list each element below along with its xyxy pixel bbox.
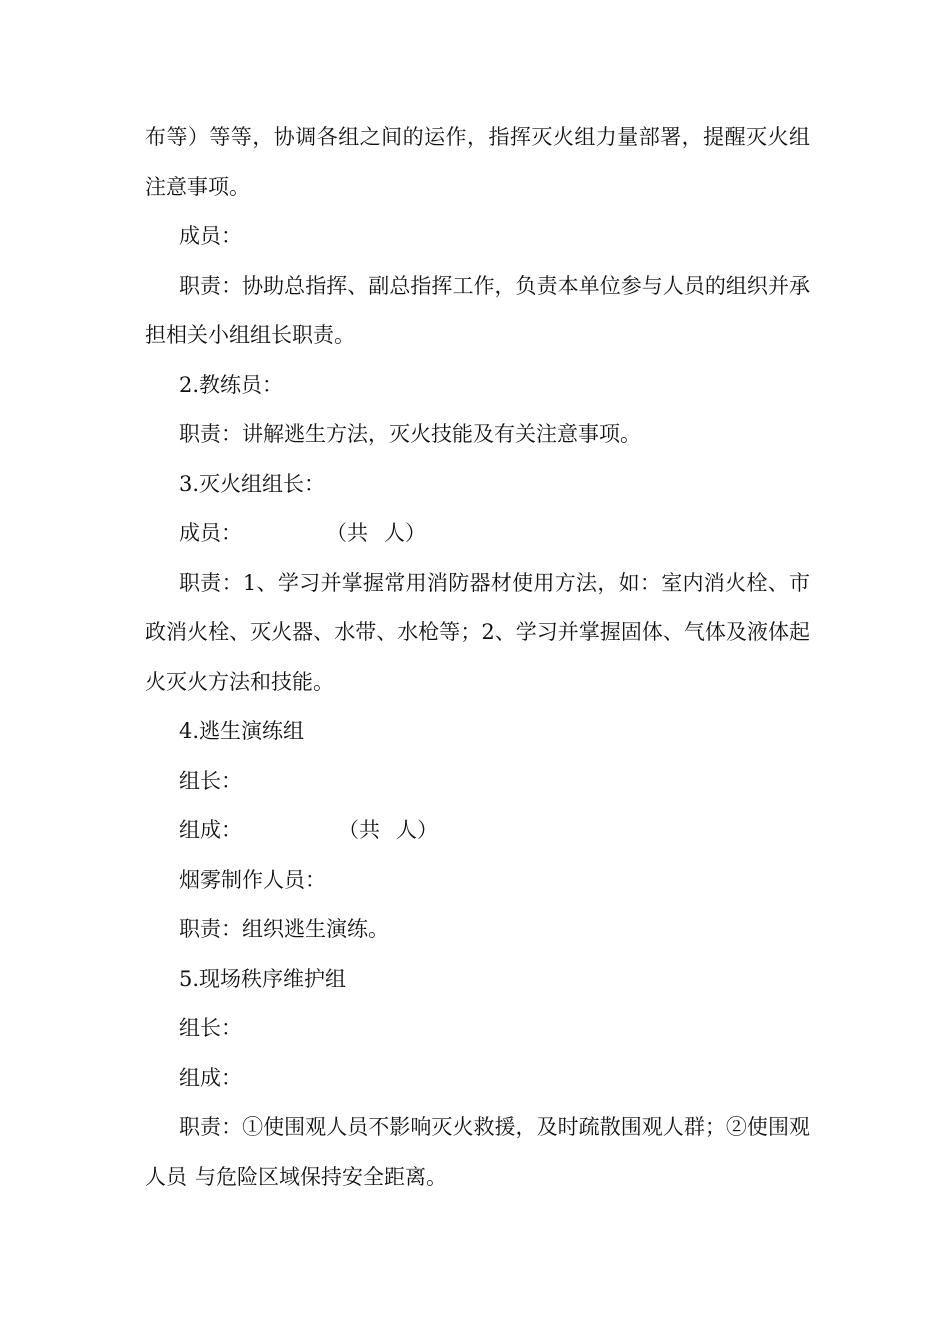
paragraph-order-composition: 组成： [179, 1065, 242, 1090]
paragraph-firefighting-members [145, 509, 810, 559]
paragraph-members-label: 成员： [179, 224, 242, 248]
members-label: 成员： [179, 521, 242, 545]
heading-firefighting-leader: 3.灭火组组长： [179, 471, 326, 496]
paragraph-smoke-staff: 烟雾制作人员： [179, 867, 326, 892]
document-body [145, 113, 810, 1202]
composition-label: 组成： [179, 818, 242, 842]
paragraph-evacuation-leader: 组长： [179, 768, 242, 793]
member-count-close: 人） [384, 521, 426, 545]
heading-order-group: 5.现场秩序维护组 [179, 966, 347, 991]
paragraph-order-leader: 组长： [179, 1016, 242, 1040]
order-duties-text: 职责：①使围观人员不影响灭火救援，及时疏散围观人群；②使围观人员 [145, 1115, 810, 1189]
heading-instructor: 2.教练员： [179, 372, 284, 397]
paragraph-evacuation-composition [145, 806, 810, 856]
composition-count-close: 人） [396, 818, 438, 842]
paragraph-order-duties [145, 1103, 810, 1202]
order-duties-text-end: 与危险区域保持安全距离。 [195, 1164, 447, 1189]
paragraph-firefighting-duties: 职责：1、学习并掌握常用消防器材使用方法，如：室内消火栓、市政消火栓、灭火器、水带、水枪等；2、学习并掌握固体、气体及液体起火灭火方法和技能。 [145, 570, 810, 694]
heading-evacuation-group: 4.逃生演练组 [179, 719, 305, 743]
paragraph-evacuation-duties: 职责：组织逃生演练。 [179, 917, 389, 941]
paragraph-instructor-duties: 职责：讲解逃生方法，灭火技能及有关注意事项。 [179, 422, 641, 446]
member-count-open: （共 [326, 521, 368, 545]
composition-count-open: （共 [338, 818, 380, 842]
paragraph-member-duties: 职责：协助总指挥、副总指挥工作，负责本单位参与人员的组织并承担相关小组组长职责。 [145, 273, 810, 347]
paragraph-coordination: 布等）等等，协调各组之间的运作，指挥灭火组力量部署，提醒灭火组注意事项。 [145, 125, 810, 199]
